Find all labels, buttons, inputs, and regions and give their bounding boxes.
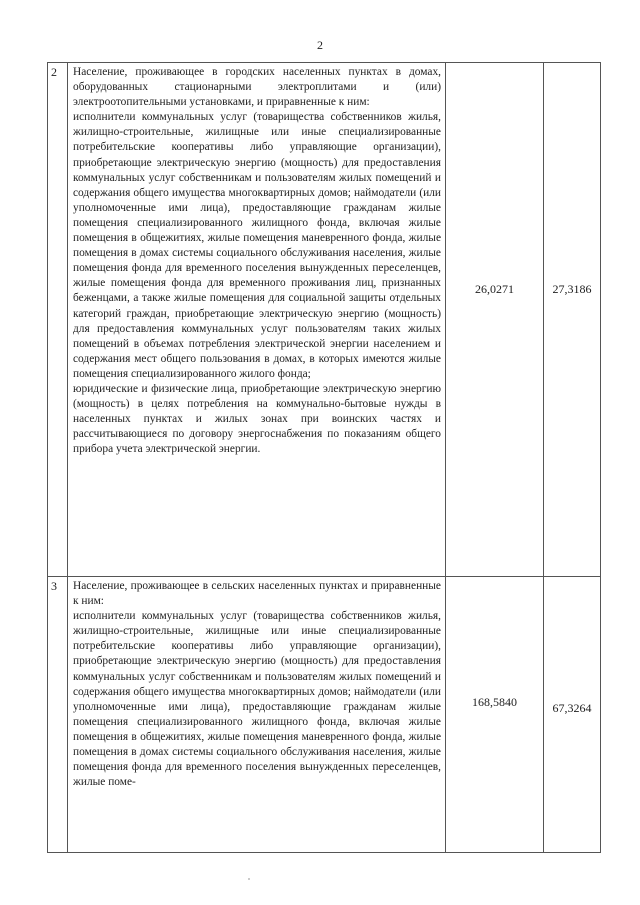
tariff-value-2 xyxy=(544,63,601,577)
tariff-value-2 xyxy=(544,577,601,853)
tariff-value-2-text: 67,3264 xyxy=(552,701,592,715)
row-description xyxy=(68,63,446,577)
scan-speck xyxy=(248,878,250,880)
tariff-value-2-text: 27,3186 xyxy=(552,282,592,296)
tariff-value-1-text: 26,0271 xyxy=(475,282,514,296)
tariff-value-1 xyxy=(446,63,544,577)
description-paragraph: Население, проживающее в городских населенных пунктах в домах, оборудованных стационарными электроплитами и (или) электроотопительными установками, и приравненные к ним: xyxy=(73,66,441,109)
table-row xyxy=(48,577,601,853)
row-description xyxy=(68,577,446,853)
description-paragraph: исполнители коммунальных услуг (товарищества собственников жилья, жилищно-строительные, жилищные или иные специализированные потребительские кооперативы либо управляющие организации), приобретающие электрическую энергию (мощность) для предоставления коммунальных услуг собственникам и пользователям жилых помещений и содержания общего имущества многоквартирных домов; наймодатели (или уполномоченные ими лица), предоставляющие гражданам жилые помещения специализированного жилищного фонда, включая жилые помещения в общежитиях, жилые помещения маневренного фонда, жилые помещения в домах системы социального обслуживания населения, жилые помещения фонда для временного поселения вынужденных переселенцев, жилые помещения фонда для временного проживания лиц, признанных беженцами, а также жилые помещения для социальной защиты отдельных категорий граждан, приобретающие электрическую энергию (мощность) для предоставления коммунальных услуг пользователям таких жилых помещений в объемах потребления электрической энергии населением и содержания мест общего пользования в домах, в которых имеются жилые помещения специализированного жилого фонда; xyxy=(73,111,441,380)
description-paragraph: исполнители коммунальных услуг (товарищества собственников жилья, жилищно-строительные, жилищные или иные специализированные потребительские кооперативы либо управляющие организации), приобретающие электрическую энергию (мощность) для предоставления коммунальных услуг собственникам и пользователям жилых помещений и содержания общего имущества многоквартирных домов; наймодатели (или уполномоченные ими лица), предоставляющие гражданам жилые помещения специализированного жилищного фонда, включая жилые помещения в общежитиях, жилые помещения маневренного фонда, жилые помещения в домах системы социального обслуживания населения, жилые помещения фонда для временного поселения вынужденных переселенцев, жилые поме- xyxy=(73,610,441,789)
description-paragraph: юридические и физические лица, приобретающие электрическую энергию (мощность) в целях потребления на коммунально-бытовые нужды в населенных пунктах и жилых зонах при воинских частях и рассчитывающиеся по договору энергоснабжения по показаниям общего прибора учета электрической энергии. xyxy=(73,382,441,456)
row-number: 2 xyxy=(48,63,68,577)
tariff-value-1 xyxy=(446,577,544,853)
tariff-table xyxy=(47,62,601,853)
tariff-value-1-text: 168,5840 xyxy=(472,695,517,709)
description-paragraph: Население, проживающее в сельских населенных пунктах и приравненные к ним: xyxy=(73,580,441,608)
page-number: 2 xyxy=(317,38,323,52)
table-row xyxy=(48,63,601,577)
row-number: 3 xyxy=(48,577,68,853)
